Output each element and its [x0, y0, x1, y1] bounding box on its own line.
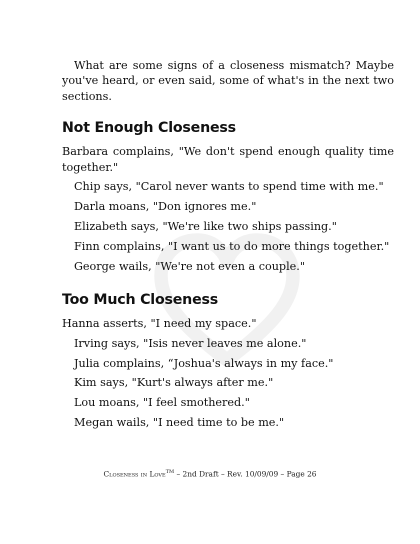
quote-paragraph: Irving says, "Isis never leaves me alone."	[74, 336, 307, 350]
quote-paragraph: Julia complains, “Joshua's always in my face."	[74, 356, 334, 370]
quote-paragraph: Chip says, "Carol never wants to spend time with me."	[74, 180, 384, 194]
quote-paragraph: Lou moans, "I feel smothered."	[74, 396, 250, 410]
footer-draft-info: – 2nd Draft – Rev. 10/09/09 – Page 26	[174, 469, 317, 479]
page-body	[62, 58, 394, 430]
quote-paragraph: Hanna asserts, "I need my space."	[62, 317, 257, 331]
intro-paragraph: What are some signs of a closeness mismatch? Maybe you've heard, or even said, some of what's in the next two sections.	[62, 59, 394, 103]
quote-paragraph: George wails, "We're not even a couple."	[74, 259, 305, 273]
footer-book-title: Closeness in Love	[103, 469, 166, 479]
quote-paragraph: Elizabeth says, "We're like two ships passing."	[74, 220, 337, 234]
quote-paragraph: Megan wails, "I need time to be me."	[74, 416, 285, 429]
trademark-mark: TM	[165, 469, 175, 475]
section-heading-too-much: Too Much Closeness	[62, 292, 218, 309]
page-footer	[0, 469, 420, 478]
section-heading-not-enough: Not Enough Closeness	[62, 120, 236, 137]
quote-paragraph: Darla moans, "Don ignores me."	[74, 200, 257, 214]
quote-paragraph: Finn complains, "I want us to do more things together."	[74, 239, 390, 253]
quote-paragraph: Barbara complains, "We don't spend enough quality time together."	[62, 145, 394, 174]
quote-paragraph: Kim says, "Kurt's always after me."	[74, 376, 274, 390]
